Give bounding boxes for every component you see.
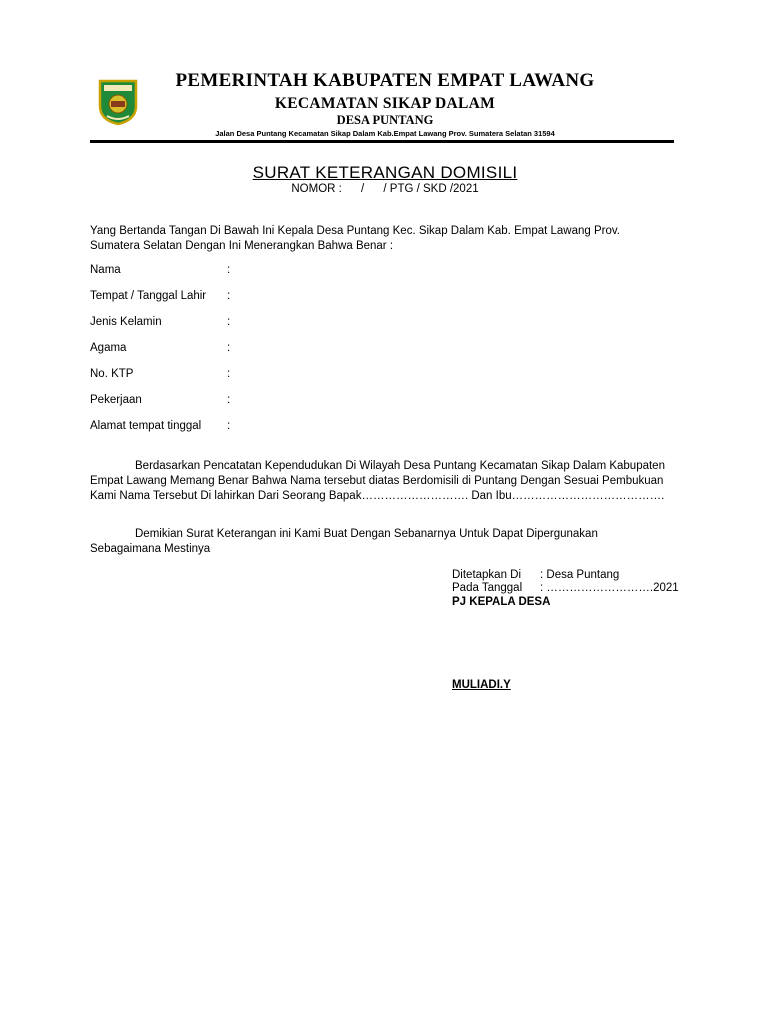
paragraph-text: Demikian Surat Keterangan ini Kami Buat Dengan Sebanarnya Untuk Dapat Dipergunakan Sebagaimana Mestinya — [90, 528, 598, 555]
signature-place-value: : Desa Puntang — [540, 569, 620, 581]
field-colon: : — [227, 290, 231, 302]
field-label-pekerjaan: Pekerjaan — [90, 394, 142, 406]
field-label-ttl: Tempat / Tanggal Lahir — [90, 290, 207, 302]
paragraph-text: Berdasarkan Pencatatan Kependudukan Di Wilayah Desa Puntang Kecamatan Sikap Dalam Kabupaten Empat Lawang Memang Benar Bahwa Nama tersebut diatas Berdomisili di Puntang Dengan Sesuai Pembukuan Kami Nama Tersebut Di lahirkan Dari Seorang Bapak………………………. Dan Ibu…………………………………. — [90, 460, 665, 502]
field-label-nama: Nama — [90, 264, 121, 276]
field-colon: : — [227, 394, 231, 406]
field-label-agama: Agama — [90, 342, 127, 354]
field-colon: : — [227, 316, 231, 328]
field-label-alamat: Alamat tempat tinggal — [90, 420, 202, 432]
letterhead-address: Jalan Desa Puntang Kecamatan Sikap Dalam Kab.Empat Lawang Prov. Sumatera Selatan 31594 — [215, 129, 555, 138]
field-label-jenis-kelamin: Jenis Kelamin — [90, 316, 162, 328]
intro-paragraph: Yang Bertanda Tangan Di Bawah Ini Kepala Desa Puntang Kec. Sikap Dalam Kab. Empat Lawang Prov. Sumatera Selatan Dengan Ini Menerangkan Bahwa Benar : — [90, 225, 620, 252]
document-number: NOMOR : / / PTG / SKD /2021 — [291, 183, 479, 195]
body-paragraph-domicile — [90, 459, 665, 504]
signature-date-label: Pada Tanggal — [452, 582, 523, 594]
signature-position: PJ KEPALA DESA — [452, 596, 551, 608]
document-title: SURAT KETERANGAN DOMISILI — [252, 163, 518, 182]
signature-place-label: Ditetapkan Di — [452, 569, 522, 581]
letterhead-village: DESA PUNTANG — [336, 113, 434, 127]
letterhead-district: KECAMATAN SIKAP DALAM — [274, 95, 496, 112]
letterhead-divider — [90, 140, 674, 143]
letterhead-government: PEMERINTAH KABUPATEN EMPAT LAWANG — [175, 70, 595, 91]
signatory-name: MULIADI.Y — [452, 679, 511, 691]
field-colon: : — [227, 342, 231, 354]
field-colon: : — [227, 368, 231, 380]
regency-logo — [97, 78, 139, 126]
field-colon: : — [227, 264, 231, 276]
body-paragraph-closing — [90, 527, 665, 557]
signature-date-value: : ……………………….2021 — [540, 582, 679, 594]
field-colon: : — [227, 420, 231, 432]
field-label-ktp: No. KTP — [90, 368, 134, 380]
